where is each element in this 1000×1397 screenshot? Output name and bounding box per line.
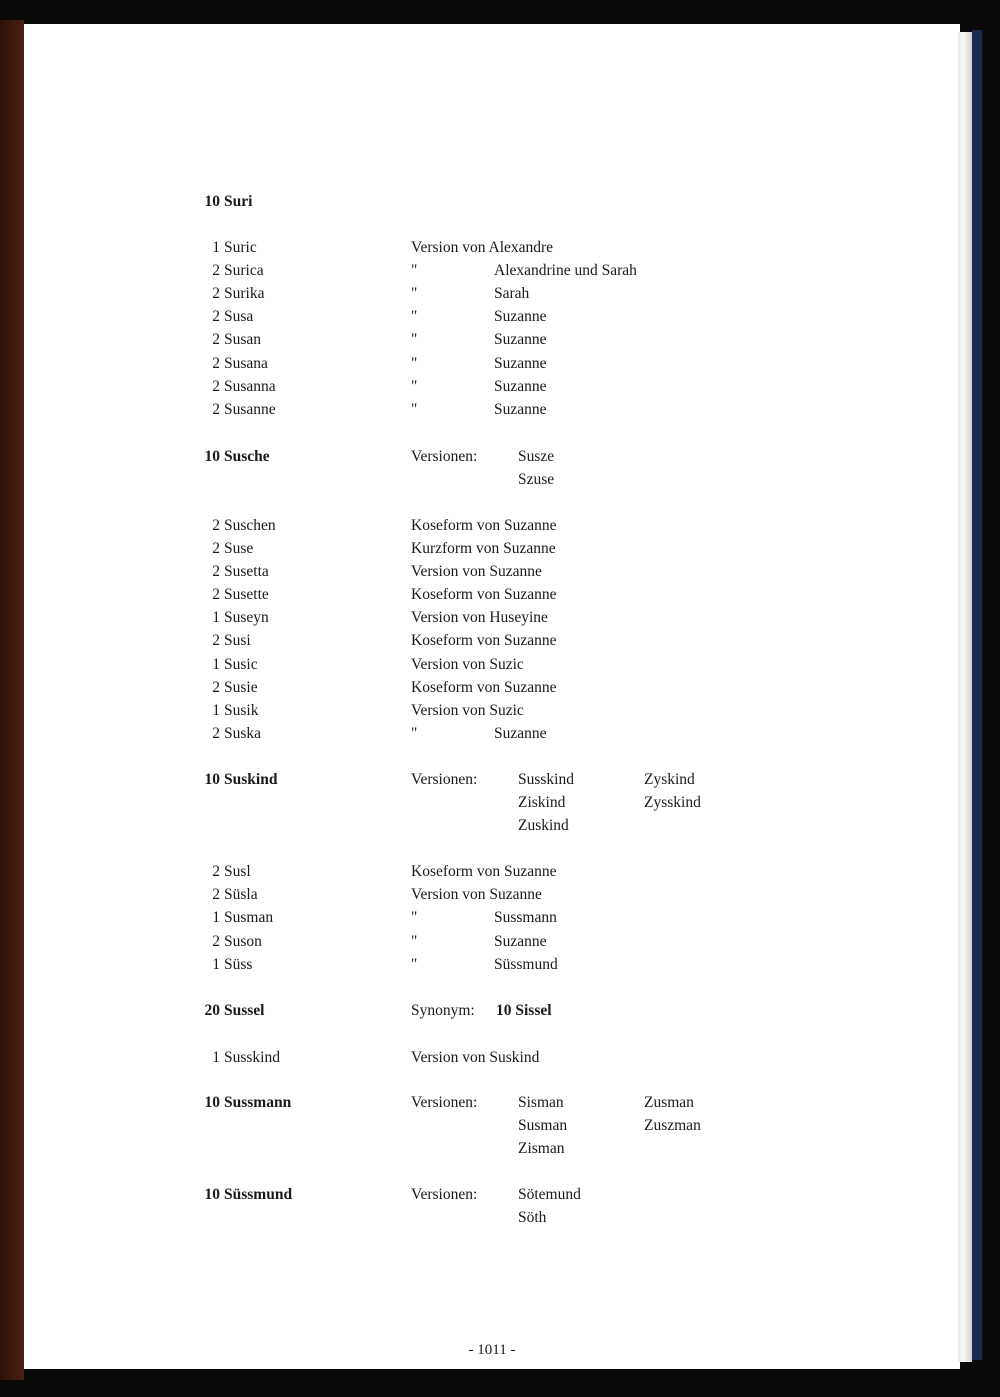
- entry-name: Süsla: [224, 886, 258, 903]
- entry-name: Susanna: [224, 378, 276, 395]
- entry-count: 10: [204, 771, 220, 788]
- entry-count: 2: [212, 563, 220, 580]
- entry-count: 2: [212, 517, 220, 534]
- entry-name: Susskind: [224, 1049, 280, 1066]
- entry-name: Süssmund: [224, 1186, 293, 1203]
- entry-name: Suseyn: [224, 609, 269, 626]
- entry-count: 2: [212, 725, 220, 742]
- entry-row: [24, 906, 960, 929]
- entry-row: [24, 1114, 960, 1137]
- entry-name: Susa: [224, 308, 254, 325]
- entry-variant: Söth: [518, 1209, 547, 1226]
- entry-variant: Suzanne: [494, 725, 547, 742]
- entry-name: Sussel: [224, 1002, 265, 1019]
- entry-description: ": [411, 331, 418, 348]
- page-stack-edge: [958, 32, 972, 1362]
- entry-row: [24, 1206, 960, 1229]
- entry-row: [24, 583, 960, 606]
- entry-name: Susche: [224, 448, 270, 465]
- entry-count: 2: [212, 262, 220, 279]
- entry-name: Suric: [224, 239, 257, 256]
- entry-variant: Sisman: [518, 1094, 564, 1111]
- entry-count: 1: [212, 909, 220, 926]
- entry-row: [24, 629, 960, 652]
- entry-description: ": [411, 401, 418, 418]
- entry-count: 2: [212, 933, 220, 950]
- entry-row: [24, 514, 960, 537]
- entry-description: Synonym:: [411, 1002, 475, 1019]
- entry-count: 1: [212, 656, 220, 673]
- entry-variant: Ziskind: [518, 794, 566, 811]
- entry-description: Koseform von Suzanne: [411, 586, 557, 603]
- entry-row: [24, 953, 960, 976]
- entry-name: Sussmann: [224, 1094, 292, 1111]
- entry-row: [24, 190, 960, 213]
- entry-count: 2: [212, 355, 220, 372]
- entry-description: ": [411, 355, 418, 372]
- entry-description: Version von Suzic: [411, 656, 524, 673]
- entry-row: [24, 653, 960, 676]
- entry-description: Koseform von Suzanne: [411, 863, 557, 880]
- entry-name: Surika: [224, 285, 265, 302]
- entry-count: 1: [212, 239, 220, 256]
- entry-description: ": [411, 725, 418, 742]
- entry-variant: Szuse: [518, 471, 555, 488]
- entry-name: Susette: [224, 586, 269, 603]
- entry-count: 2: [212, 632, 220, 649]
- entry-row: [24, 814, 960, 837]
- entry-count: 2: [212, 886, 220, 903]
- entry-description: Version von Suzic: [411, 702, 524, 719]
- entry-description: Version von Suzanne: [411, 886, 542, 903]
- entry-name: Susic: [224, 656, 258, 673]
- entry-description: Version von Huseyine: [411, 609, 548, 626]
- entry-row: [24, 305, 960, 328]
- entry-variant: Zuskind: [518, 817, 569, 834]
- entry-row: [24, 722, 960, 745]
- entry-count: 2: [212, 586, 220, 603]
- entry-variant-2: Zusman: [644, 1094, 694, 1111]
- entry-name: Susan: [224, 331, 262, 348]
- book-spine-left: [0, 20, 24, 1380]
- entry-count: 2: [212, 540, 220, 557]
- entry-variant: Suzanne: [494, 331, 547, 348]
- entry-description: Koseform von Suzanne: [411, 679, 557, 696]
- book-page: [24, 24, 960, 1369]
- entry-description: Versionen:: [411, 1186, 478, 1203]
- entry-count: 1: [212, 702, 220, 719]
- entry-variant: Susskind: [518, 771, 574, 788]
- entry-variant: Sarah: [494, 285, 530, 302]
- entry-description: ": [411, 933, 418, 950]
- entry-row: [24, 930, 960, 953]
- entry-description: Koseform von Suzanne: [411, 517, 557, 534]
- entry-count: 10: [204, 448, 220, 465]
- entry-count: 1: [212, 1049, 220, 1066]
- entry-name: Susanne: [224, 401, 276, 418]
- entry-variant: Suzanne: [494, 355, 547, 372]
- entry-row: [24, 1046, 960, 1069]
- entry-row: [24, 468, 960, 491]
- entry-name: Suri: [224, 193, 253, 210]
- entry-description: Version von Suzanne: [411, 563, 542, 580]
- entry-name: Surica: [224, 262, 264, 279]
- entry-count: 10: [204, 193, 220, 210]
- entry-row: [24, 999, 960, 1022]
- entry-variant-2: Zysskind: [644, 794, 701, 811]
- entry-row: [24, 1183, 960, 1206]
- entry-name: Susi: [224, 632, 251, 649]
- entry-count: 2: [212, 331, 220, 348]
- entry-row: [24, 236, 960, 259]
- entry-variant-2: Zuszman: [644, 1117, 701, 1134]
- entry-name: Süss: [224, 956, 253, 973]
- entry-row: [24, 328, 960, 351]
- entry-count: 20: [204, 1002, 220, 1019]
- entry-name: Suska: [224, 725, 262, 742]
- book-cover-edge: [972, 30, 982, 1360]
- entry-description: Versionen:: [411, 448, 478, 465]
- entry-row: [24, 883, 960, 906]
- entry-name: Susetta: [224, 563, 269, 580]
- entry-name: Susman: [224, 909, 274, 926]
- entry-description: ": [411, 956, 418, 973]
- entry-variant: Sussmann: [494, 909, 557, 926]
- entry-row: [24, 352, 960, 375]
- entry-variant: Süssmund: [494, 956, 558, 973]
- entry-row: [24, 537, 960, 560]
- entry-name: Suskind: [224, 771, 278, 788]
- entry-count: 2: [212, 285, 220, 302]
- entry-description: Versionen:: [411, 771, 478, 788]
- entry-row: [24, 791, 960, 814]
- entry-name: Suson: [224, 933, 262, 950]
- entry-name: Susik: [224, 702, 259, 719]
- entry-count: 10: [204, 1186, 220, 1203]
- entry-variant: 10 Sissel: [496, 1002, 552, 1019]
- entry-count: 10: [204, 1094, 220, 1111]
- entry-variant: Suzanne: [494, 933, 547, 950]
- entry-count: 2: [212, 308, 220, 325]
- entry-row: [24, 1091, 960, 1114]
- entry-row: [24, 282, 960, 305]
- entry-name: Susie: [224, 679, 258, 696]
- entry-row: [24, 445, 960, 468]
- entry-row: [24, 375, 960, 398]
- entry-description: ": [411, 308, 418, 325]
- entry-description: Version von Suskind: [411, 1049, 540, 1066]
- entry-description: ": [411, 262, 418, 279]
- entry-count: 1: [212, 956, 220, 973]
- entry-description: ": [411, 909, 418, 926]
- entry-row: [24, 1137, 960, 1160]
- entry-count: 2: [212, 401, 220, 418]
- entry-variant: Susman: [518, 1117, 568, 1134]
- entry-description: Version von Alexandre: [411, 239, 554, 256]
- entry-row: [24, 676, 960, 699]
- entry-row: [24, 560, 960, 583]
- page-number: - 1011 -: [468, 1342, 516, 1358]
- entry-row: [24, 860, 960, 883]
- entry-count: 2: [212, 679, 220, 696]
- entry-description: Versionen:: [411, 1094, 478, 1111]
- entry-variant: Suzanne: [494, 378, 547, 395]
- entry-variant: Zisman: [518, 1140, 565, 1157]
- entry-variant: Suzanne: [494, 401, 547, 418]
- entry-variant: Alexandrine und Sarah: [494, 262, 637, 279]
- entry-description: Kurzform von Suzanne: [411, 540, 556, 557]
- entry-row: [24, 699, 960, 722]
- entry-row: [24, 768, 960, 791]
- entry-variant-2: Zyskind: [644, 771, 695, 788]
- entry-variant: Susze: [518, 448, 555, 465]
- entry-count: 1: [212, 609, 220, 626]
- entry-count: 2: [212, 378, 220, 395]
- entry-row: [24, 606, 960, 629]
- entry-row: [24, 259, 960, 282]
- entry-description: ": [411, 378, 418, 395]
- entry-name: Susana: [224, 355, 268, 372]
- entry-description: Koseform von Suzanne: [411, 632, 557, 649]
- entry-variant: Suzanne: [494, 308, 547, 325]
- entry-description: ": [411, 285, 418, 302]
- entry-row: [24, 398, 960, 421]
- entry-name: Suschen: [224, 517, 276, 534]
- entry-name: Suse: [224, 540, 254, 557]
- entry-name: Susl: [224, 863, 251, 880]
- entry-variant: Sötemund: [518, 1186, 581, 1203]
- entry-count: 2: [212, 863, 220, 880]
